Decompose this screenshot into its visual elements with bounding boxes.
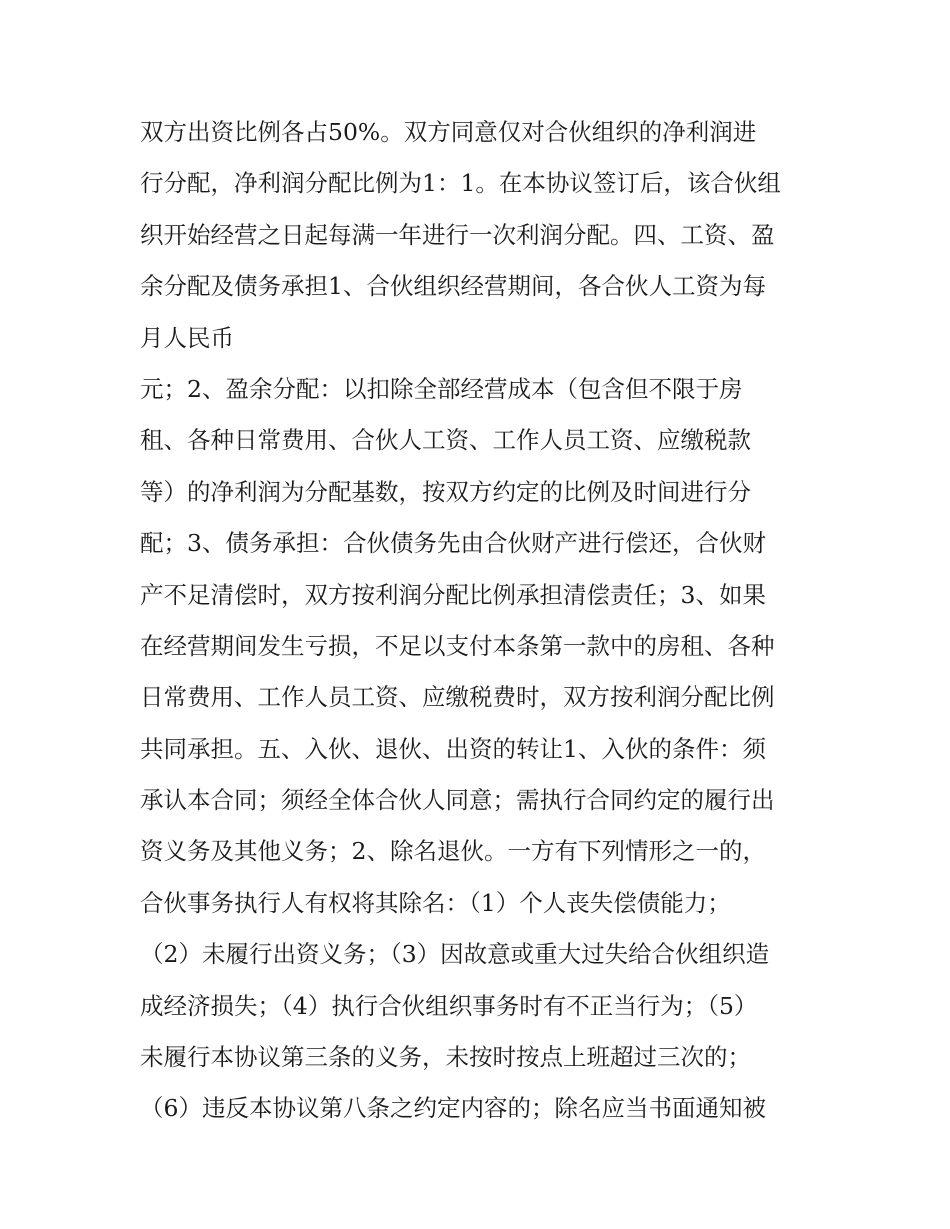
text-line: 成经济损失；（4）执行合伙组织事务时有不正当行为；（5） <box>140 991 758 1020</box>
text-line: 双方出资比例各占50%。双方同意仅对合伙组织的净利润进 <box>140 118 757 146</box>
text-line: 元；2、盈余分配：以扣除全部经营成本（包含但不限于房 <box>140 374 743 403</box>
text-line: 月人民币 <box>140 323 234 352</box>
text-line: 余分配及债务承担1、合伙组织经营期间，各合伙人工资为每 <box>140 272 766 301</box>
text-line: 日常费用、工作人员工资、应缴税费时，双方按利润分配比例 <box>140 683 775 712</box>
text-line: 租、各种日常费用、合伙人工资、工作人员工资、应缴税款 <box>140 426 751 455</box>
text-line: 共同承担。五、入伙、退伙、出资的转让1、入伙的条件：须 <box>140 734 766 763</box>
document-body <box>140 107 820 1135</box>
text-line: 资义务及其他义务；2、除名退伙。一方有下列情形之一的， <box>140 837 766 866</box>
text-line: 在经营期间发生亏损，不足以支付本条第一款中的房租、各种 <box>140 631 775 660</box>
text-line: 行分配，净利润分配比例为1：1。在本协议签订后，该合伙组 <box>140 169 781 198</box>
text-line: （2）未履行出资义务；（3）因故意或重大过失给合伙组织造 <box>140 940 770 969</box>
text-line: 未履行本协议第三条的义务，未按时按点上班超过三次的； <box>140 1043 751 1072</box>
text-line: 产不足清偿时，双方按利润分配比例承担清偿责任；3、如果 <box>140 580 766 609</box>
text-line: 等）的净利润为分配基数，按双方约定的比例及时间进行分 <box>140 477 751 506</box>
text-line: 织开始经营之日起每满一年进行一次利润分配。四、工资、盈 <box>140 220 775 249</box>
text-line: 承认本合同；须经全体合伙人同意；需执行合同约定的履行出 <box>140 786 775 815</box>
text-line: 配；3、债务承担：合伙债务先由合伙财产进行偿还，合伙财 <box>140 529 766 558</box>
text-line: 合伙事务执行人有权将其除名：（1）个人丧失偿债能力； <box>140 888 731 917</box>
text-line: （6）违反本协议第八条之约定内容的；除名应当书面通知被 <box>140 1094 766 1123</box>
